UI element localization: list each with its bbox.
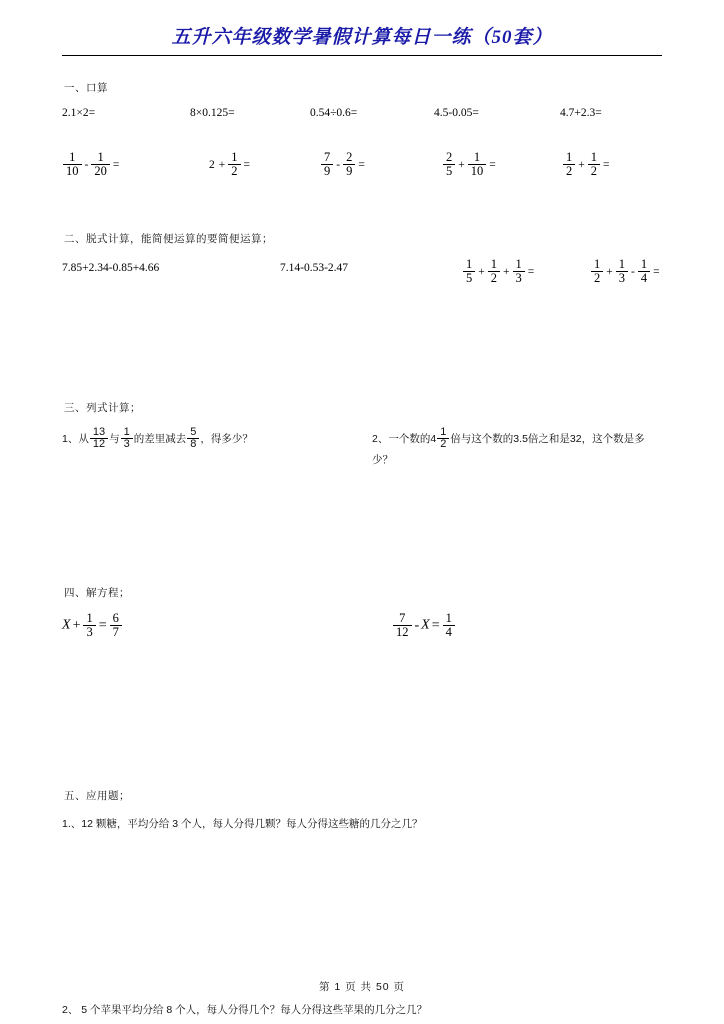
expr-1-9: $\frac{2}{5}$ + $\frac{1}{10}$ =: [442, 151, 498, 178]
section-heading-2: 二、脱式计算，能简便运算的要简便运算；: [64, 233, 273, 245]
expr-1-7: 2 + $\frac{1}{2}$ =: [209, 149, 250, 178]
question-3-1-mid2: 的差里减去: [133, 432, 187, 445]
section2-row1: [62, 258, 662, 304]
section3-row1: [62, 427, 662, 475]
section4-row1: [62, 612, 662, 658]
expr-1-1: 2.1×2=: [62, 107, 96, 119]
expr-2-3: $\frac{1}{5}$ + $\frac{1}{2}$ + $\frac{1}{3}$ =: [462, 258, 536, 285]
question-3-2-prefix: 2、一个数的4: [372, 432, 437, 445]
section1-row1: [62, 107, 662, 137]
title-divider: [62, 55, 662, 56]
page-footer: 第 1 页 共 50 页: [318, 981, 406, 993]
question-3-1-suffix: ，得多少？: [200, 432, 253, 445]
question-3-2: 2、一个数的4 $\frac{1}{2}$ 倍与这个数的3.5倍之和是32，这个数是多少？: [372, 425, 645, 467]
expr-1-10: $\frac{1}{2}$ + $\frac{1}{2}$ =: [562, 151, 612, 178]
section1-row2: [62, 151, 662, 197]
expr-1-3: 0.54÷0.6=: [310, 107, 358, 119]
expr-1-4: 4.5-0.05=: [434, 107, 479, 119]
equation-2: $\frac{7}{12}$ - X = $\frac{1}{4}$: [392, 612, 456, 639]
question-3-1-mid: 与: [109, 432, 120, 445]
expr-1-6: $\frac{1}{10}$ - $\frac{1}{20}$ =: [62, 151, 121, 178]
question-3-1: 1、从 $\frac{13}{12}$ 与 $\frac{1}{3}$ 的差里减去 $\frac{5}{8}$ ，得多少？: [62, 425, 253, 451]
expr-2-2: 7.14-0.53-2.47: [280, 262, 349, 274]
word-problem-1: 1.、12 颗糖，平均分给 3 个人，每人分得几颗？每人分得这些糖的几分之几？: [62, 818, 423, 830]
expr-1-5: 4.7+2.3=: [560, 107, 602, 119]
section-heading-5: 五、应用题；: [64, 790, 130, 802]
page-title: 五升六年级数学暑假计算每日一练（50套）: [171, 27, 553, 48]
question-3-1-prefix: 1、从: [62, 432, 89, 445]
question-3-2-suffix: 倍与这个数的3.5倍之和是32，这个数是多少？: [372, 432, 645, 467]
expr-2-4: $\frac{1}{2}$ + $\frac{1}{3}$ - $\frac{1}{4}$ =: [590, 258, 662, 285]
expr-1-2: 8×0.125=: [190, 107, 235, 119]
section-heading-4: 四、解方程；: [64, 587, 130, 599]
word-problem-2: 2、 5 个苹果平均分给 8 个人，每人分得几个？每人分得这些苹果的几分之几？: [62, 1003, 428, 1016]
equation-1: X + $\frac{1}{3}$ = $\frac{6}{7}$: [62, 612, 123, 639]
expr-2-1: 7.85+2.34-0.85+4.66: [62, 262, 160, 274]
section-heading-3: 三、列式计算；: [64, 402, 141, 414]
section-heading-1: 一、口算: [64, 82, 108, 94]
expr-1-8: $\frac{7}{9}$ - $\frac{2}{9}$ =: [320, 151, 367, 178]
